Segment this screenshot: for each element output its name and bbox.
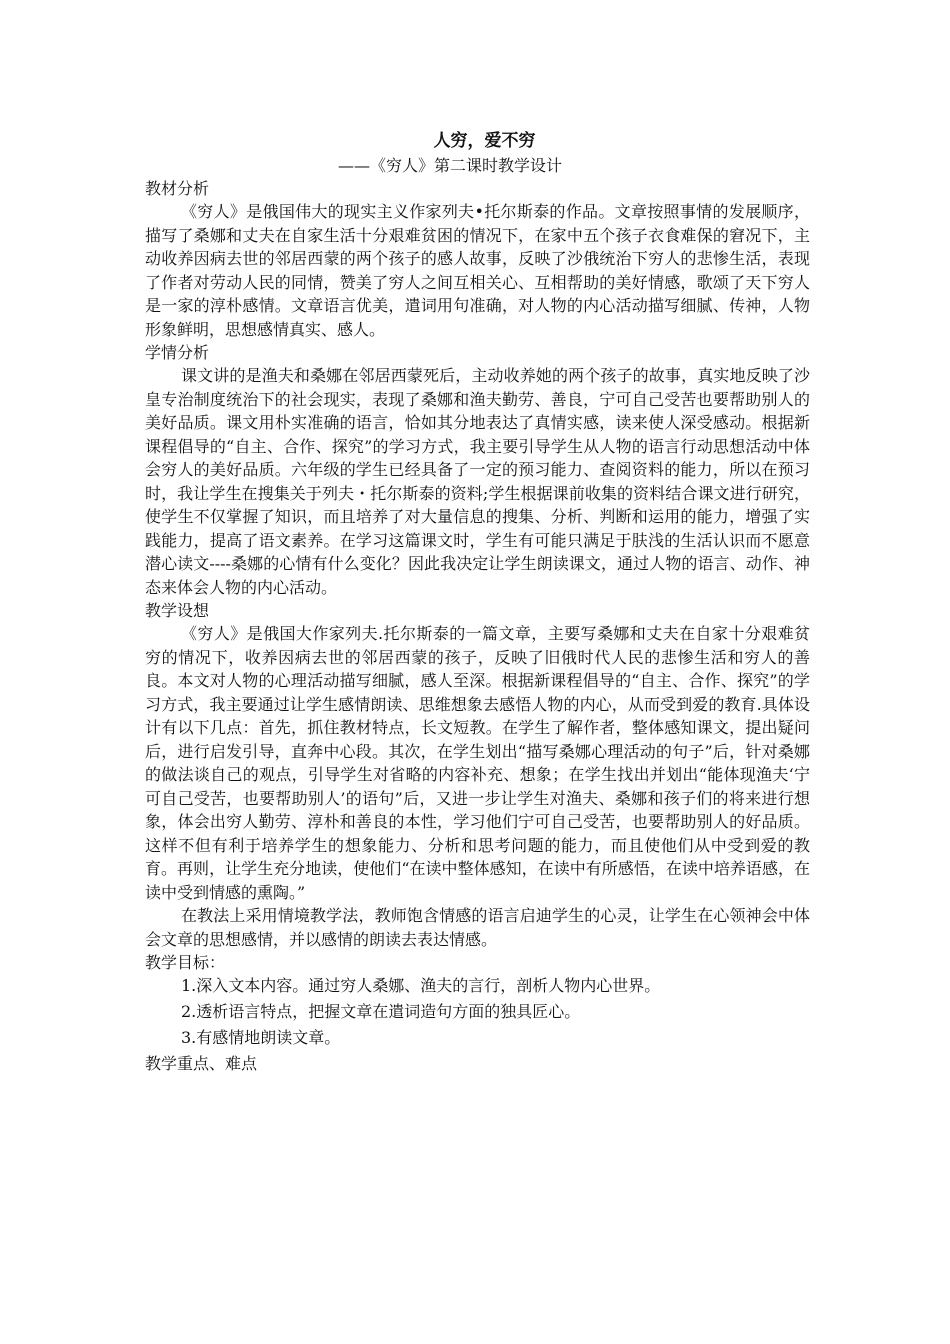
student-analysis-paragraph: 课文讲的是渔夫和桑娜在邻居西蒙死后，主动收养她的两个孩子的故事，真实地反映了沙皇专治制度统治下的社会现实，表现了桑娜和渔夫勤劳、善良，宁可自己受苦也要帮助别人的美好品质。课文用朴实准确的语言，恰如其分地表达了真情实感，读来使人深受感动。根据新课程倡导的“自主、合作、探究”的学习方式，我主要引导学生从人物的语言行动思想活动中体会穷人的美好品质。六年级的学生已经具备了一定的预习能力、查阅资料的能力，所以在预习时，我让学生在搜集关于列夫・托尔斯泰的资料;学生根据课前收集的资料结合课文进行研究，使学生不仅掌握了知识，而且培养了对大量信息的搜集、分析、判断和运用的能力，增强了实践能力，提高了语文素养。在学习这篇课文时，学生有可能只满足于肤浅的生活认识而不愿意潜心读文----桑娜的心情有什么变化？因此我决定让学生朗读课文，通过人物的语言、动作、神态来体会人物的内心活动。 bbox=[145, 366, 810, 597]
section-heading-material-analysis: 教材分析 bbox=[145, 179, 210, 198]
section-heading-teaching-goals: 教学目标： bbox=[145, 953, 226, 972]
section-heading-teaching-idea: 教学设想 bbox=[145, 601, 210, 620]
document-page bbox=[145, 128, 810, 1075]
document-title: 人穷，爱不穷 bbox=[433, 131, 536, 151]
material-analysis-paragraph: 《穷人》是俄国伟大的现实主义作家列夫•托尔斯泰的作品。文章按照事情的发展顺序，描写了桑娜和丈夫在自家生活十分艰难贫困的情况下，在家中五个孩子衣食难保的窘况下，主动收养因病去世的邻居西蒙的两个孩子的感人故事，反映了沙俄统治下穷人的悲惨生活，表现了作者对劳动人民的同情，赞美了穷人之间互相关心、互相帮助的美好情感，歌颂了天下穷人是一家的淳朴感情。文章语言优美，遣词用句准确，对人物的内心活动描写细腻、传神，人物形象鲜明，思想感情真实、感人。 bbox=[145, 202, 810, 339]
teaching-idea-paragraph-1: 《穷人》是俄国大作家列夫.托尔斯泰的一篇文章，主要写桑娜和丈夫在自家十分艰难贫穷的情况下，收养因病去世的邻居西蒙的孩子，反映了旧俄时代人民的悲惨生活和穷人的善良。本文对人物的心理活动描写细腻，感人至深。根据新课程倡导的“自主、合作、探究”的学习方式，我主要通过让学生感情朗读、思维想象去感悟人物的内心，从而受到爱的教育.具体设计有以下几点：首先，抓住教材特点，长文短教。在学生了解作者，整体感知课文，提出疑问后，进行启发引导，直奔中心段。其次，在学生划出“描写桑娜心理活动的句子”后，针对桑娜的做法谈自己的观点，引导学生对省略的内容补充、想象；在学生找出并划出“能体现渔夫‘宁可自己受苦，也要帮助别人’的语句”后，又进一步让学生对渔夫、桑娜和孩子们的将来进行想象，体会出穷人勤劳、淳朴和善良的本性，学习他们宁可自己受苦，也要帮助别人的好品质。这样不但有利于培养学生的想象能力、分析和思考问题的能力，而且使他们从中受到爱的教育。再则，让学生充分地读，使他们“在读中整体感知，在读中有所感悟，在读中培养语感，在读中受到情感的熏陶。” bbox=[145, 624, 810, 902]
teaching-goal-item: 3.有感情地朗读文章。 bbox=[181, 1028, 341, 1047]
section-heading-student-analysis: 学情分析 bbox=[145, 343, 210, 362]
teaching-goal-item: 2.透析语言特点，把握文章在遣词造句方面的独具匠心。 bbox=[181, 1002, 581, 1021]
teaching-idea-paragraph-2: 在教法上采用情境教学法，教师饱含情感的语言启迪学生的心灵，让学生在心领神会中体会文章的思想感情，并以感情的朗读去表达情感。 bbox=[145, 906, 810, 949]
section-heading-key-points: 教学重点、难点 bbox=[145, 1054, 258, 1073]
document-subtitle: ——《穷人》第二课时教学设计 bbox=[338, 156, 563, 175]
teaching-goal-item: 1.深入文本内容。通过穷人桑娜、渔夫的言行，剖析人物内心世界。 bbox=[181, 976, 661, 995]
